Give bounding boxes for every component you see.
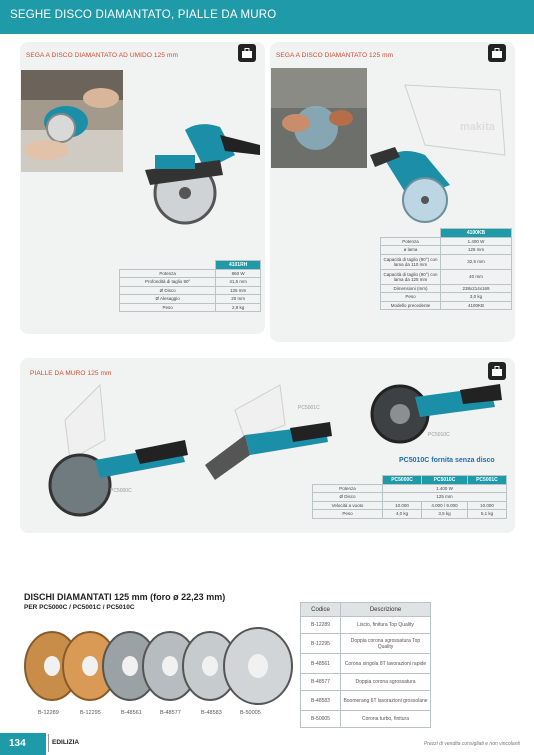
- spec-value: 40 mm: [441, 269, 512, 284]
- spec-value: 5,1 kg: [467, 510, 506, 519]
- spec-value: 1.400 W: [383, 484, 507, 493]
- disc-code: B-12289: [38, 710, 59, 716]
- spec-value: 2,9 kg: [216, 303, 261, 312]
- disc-codes-table: [300, 602, 431, 728]
- table-row: [313, 493, 507, 502]
- diamond-discs-image: [22, 618, 300, 710]
- table-row: [120, 295, 261, 304]
- case-icon: [238, 44, 256, 62]
- case-icon: [488, 44, 506, 62]
- table-row: [301, 691, 431, 711]
- spec-label: Potenza: [120, 269, 216, 278]
- column-header: Descrizione: [341, 603, 431, 617]
- spec-label: Ø Alesaggio: [120, 295, 216, 304]
- code-cell: B-48561: [301, 654, 341, 674]
- disc-code: B-50005: [240, 710, 261, 716]
- table-row: [381, 284, 512, 293]
- table-row: [301, 674, 431, 691]
- spec-label: Ø Disco: [313, 493, 383, 502]
- spec-value: 3,0 kg: [441, 293, 512, 302]
- table-row: [313, 510, 507, 519]
- description-cell: Doppia corona sgrossatura: [341, 674, 431, 691]
- table-row: [120, 303, 261, 312]
- table-row: [313, 501, 507, 510]
- model-header: 4100KB: [441, 229, 512, 238]
- spec-value: 3,5 kg: [422, 510, 468, 519]
- spec-value: 1.400 W: [441, 237, 512, 246]
- model-caption: PC5000C: [110, 488, 132, 494]
- table-row: [301, 617, 431, 634]
- section-heading: DISCHI DIAMANTATI 125 mm (foro ø 22,23 mm): [24, 592, 226, 602]
- spec-label: Peso: [381, 293, 441, 302]
- model-caption: PC5010C: [428, 432, 450, 438]
- code-cell: B-12289: [301, 617, 341, 634]
- spec-label: Capacità di taglio (90°) con lama da 125 mm: [381, 269, 441, 284]
- spec-label: Modello precedente: [381, 301, 441, 310]
- table-row: [381, 254, 512, 269]
- table-row: [301, 654, 431, 674]
- spec-value: 20 mm: [216, 295, 261, 304]
- code-cell: B-12295: [301, 634, 341, 654]
- disc-code: B-48583: [201, 710, 222, 716]
- model-header: 4101RH: [216, 261, 261, 270]
- table-row: [381, 301, 512, 310]
- spec-value: 4100KB: [441, 301, 512, 310]
- spec-table-4100KB: [380, 228, 512, 310]
- table-row: [120, 278, 261, 287]
- section-label: EDILIZIA: [52, 739, 80, 746]
- section-subheading: PER PC5000C / PC5001C / PC5010C: [24, 604, 135, 611]
- disc-code: B-12295: [80, 710, 101, 716]
- table-row: [381, 269, 512, 284]
- description-cell: Corona singola 8T lavorazioni rapide: [341, 654, 431, 674]
- page-number: 134: [0, 733, 46, 755]
- product-image-4100KB: [365, 75, 510, 225]
- code-cell: B-50005: [301, 711, 341, 728]
- table-row: [301, 711, 431, 728]
- column-header: Codice: [301, 603, 341, 617]
- spec-label: Velocità a vuoto: [313, 501, 383, 510]
- header-bar: [0, 0, 534, 34]
- model-caption: PC5001C: [298, 405, 320, 411]
- spec-label: Ø Disco: [120, 286, 216, 295]
- code-cell: B-48583: [301, 691, 341, 711]
- spec-value: 125 mm: [383, 493, 507, 502]
- spec-value: 860 W: [216, 269, 261, 278]
- svg-text:makita: makita: [460, 121, 495, 133]
- description-cell: Corona turbo, finitura: [341, 711, 431, 728]
- spec-label: Potenza: [381, 237, 441, 246]
- description-cell: Doppia corona sgrossatura Top Quality: [341, 634, 431, 654]
- spec-label: ø lama: [381, 246, 441, 255]
- panel-title: SEGA A DISCO DIAMANTATO AD UMIDO 125 mm: [26, 52, 178, 59]
- spec-label: Peso: [313, 510, 383, 519]
- table-row: [301, 634, 431, 654]
- product-image-PC5001C: [195, 380, 335, 490]
- spec-value: 10.000: [383, 501, 422, 510]
- model-header: PC5000C: [383, 476, 422, 485]
- spec-value: 4.000 / 9.000: [422, 501, 468, 510]
- spec-label: Capacità di taglio (90°) con lama da 110 mm: [381, 254, 441, 269]
- table-row: [313, 484, 507, 493]
- spec-value: 32,5 mm: [441, 254, 512, 269]
- product-image-4101RH: [125, 115, 265, 230]
- divider: [48, 734, 49, 752]
- description-cell: Boomerang 6T lavorazioni grossolane: [341, 691, 431, 711]
- table-row: [381, 293, 512, 302]
- spec-value: 41,5 mm: [216, 278, 261, 287]
- product-photo-in-use: [271, 68, 367, 168]
- spec-table-4101RH: [119, 260, 261, 312]
- spec-table-wall-planers: [312, 475, 507, 519]
- code-cell: B-48577: [301, 674, 341, 691]
- spec-value: 125 mm: [441, 246, 512, 255]
- table-row: [381, 237, 512, 246]
- product-image-PC5010C: [370, 372, 505, 462]
- disc-code: B-48577: [160, 710, 181, 716]
- page-title: SEGHE DISCO DIAMANTATO, PIALLE DA MURO: [10, 9, 277, 21]
- spec-label: Profondità di taglio 90°: [120, 278, 216, 287]
- panel-title: PIALLE DA MURO 125 mm: [30, 370, 112, 377]
- spec-value: 10.000: [467, 501, 506, 510]
- table-row: [120, 286, 261, 295]
- table-row: [381, 246, 512, 255]
- table-row: [120, 269, 261, 278]
- spec-label: Potenza: [313, 484, 383, 493]
- model-header: PC5010C: [422, 476, 468, 485]
- product-image-PC5000C: [40, 380, 190, 520]
- spec-label: Peso: [120, 303, 216, 312]
- product-photo-in-use: [21, 70, 123, 172]
- footer-note: Prezzi di vendita consigliati e non vincolanti: [423, 741, 520, 747]
- model-header: PC5001C: [467, 476, 506, 485]
- spec-value: 4,0 kg: [383, 510, 422, 519]
- spec-label: Dimensioni (mm): [381, 284, 441, 293]
- disc-code: B-48561: [121, 710, 142, 716]
- spec-value: 238x214x169: [441, 284, 512, 293]
- panel-title: SEGA A DISCO DIAMANTATO 125 mm: [276, 52, 394, 59]
- product-note: PC5010C fornita senza disco: [399, 457, 495, 464]
- description-cell: Liscio, finitura Top Quality: [341, 617, 431, 634]
- spec-value: 125 mm: [216, 286, 261, 295]
